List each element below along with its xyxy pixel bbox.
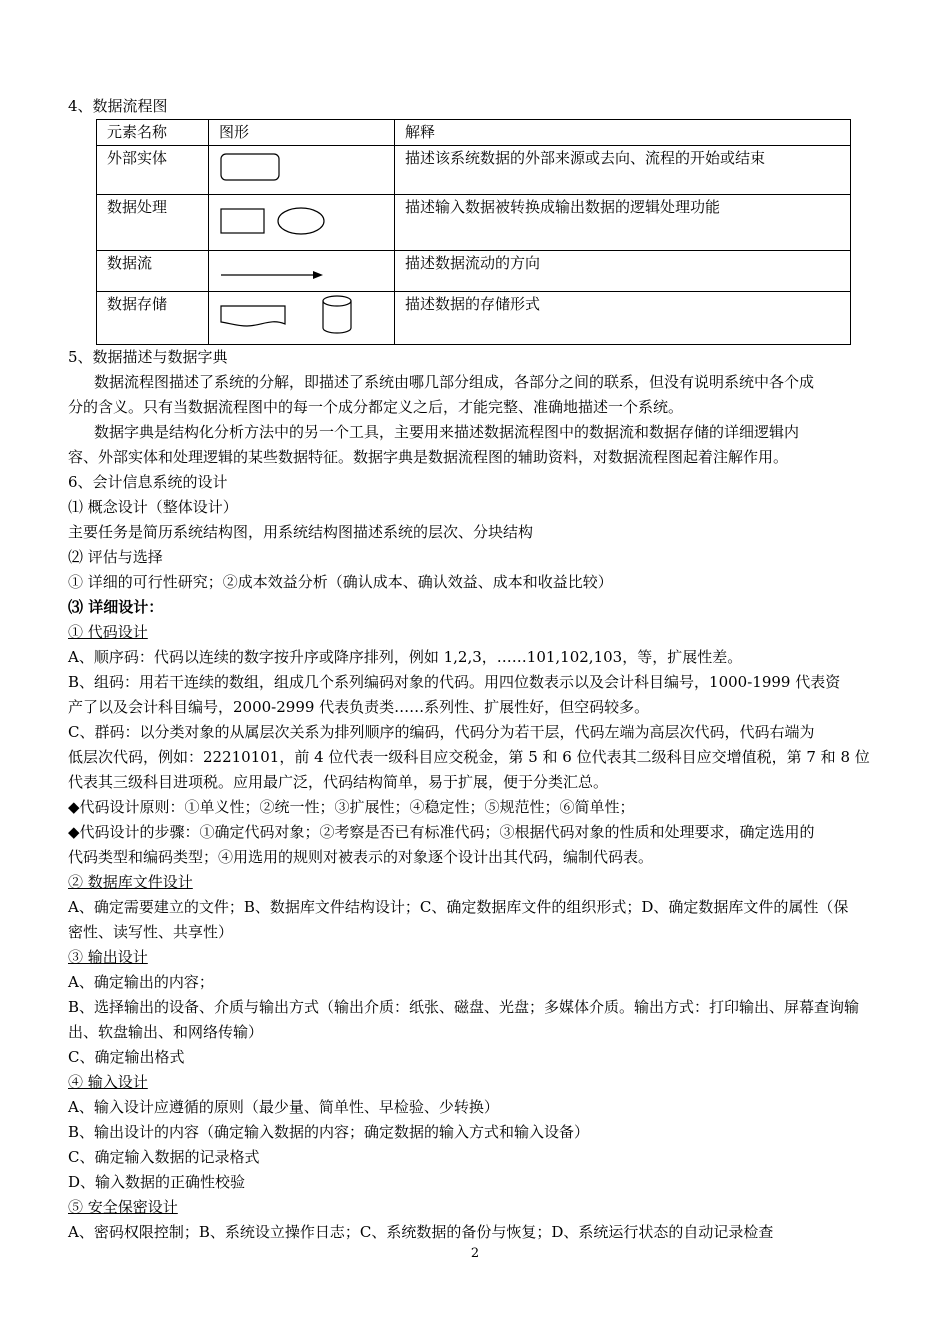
- paragraph-line: 低层次代码，例如：22210101，前 4 位代表一级科目应交税金，第 5 和 6 位代表其二级科目应交增值税，第 7 和 8 位: [68, 748, 870, 766]
- paragraph-line: B、选择输出的设备、介质与输出方式（输出介质：纸张、磁盘、光盘；多媒体介质。输出方式：打印输出、屏幕查询输: [68, 998, 860, 1016]
- element-description: 描述数据流动的方向: [395, 251, 851, 292]
- document-page: [68, 94, 886, 1245]
- paragraph-line: 分的含义。只有当数据流程图中的每一个成分都定义之后，才能完整、准确地描述一个系统。: [68, 398, 684, 416]
- element-description: 描述该系统数据的外部来源或去向、流程的开始或结束: [395, 146, 851, 195]
- paragraph-line: A、顺序码：代码以连续的数字按升序或降序排列，例如 1,2,3，……101,102,103，等，扩展性差。: [68, 648, 743, 666]
- table-header-row: [97, 120, 851, 146]
- security-design-title: ⑤ 安全保密设计: [68, 1198, 178, 1216]
- paragraph-line: ① 详细的可行性研究；②成本效益分析（确认成本、确认效益、成本和收益比较）: [68, 573, 613, 591]
- output-design-title: ③ 输出设计: [68, 948, 148, 966]
- paragraph-line: ◆代码设计的步骤：①确定代码对象；②考察是否已有标准代码；③根据代码对象的性质和处理要求，确定选用的: [68, 823, 815, 841]
- paragraph-line: A、输入设计应遵循的原则（最少量、简单性、早检验、少转换）: [68, 1098, 499, 1116]
- paragraph-line: C、确定输出格式: [68, 1048, 185, 1066]
- dfd-elements-table: [96, 119, 851, 345]
- section-5-title: 5、数据描述与数据字典: [68, 348, 228, 366]
- database-design-title: ② 数据库文件设计: [68, 873, 193, 891]
- paragraph-line: B、输出设计的内容（确定输入数据的内容；确定数据的输入方式和输入设备）: [68, 1123, 590, 1141]
- section-4-title: 4、数据流程图: [68, 97, 168, 115]
- table-row: [97, 146, 851, 195]
- table-header-cell: 图形: [209, 120, 395, 146]
- paragraph-line: C、群码：以分类对象的从属层次关系为排列顺序的编码，代码分为若干层，代码左端为高层次代码，代码右端为: [68, 723, 815, 741]
- element-shape: [209, 251, 395, 292]
- detail-design-title: ⑶ 详细设计：: [68, 598, 164, 616]
- table-row: [97, 251, 851, 292]
- element-name: 数据处理: [97, 195, 209, 251]
- paragraph-line: 密性、读写性、共享性）: [68, 923, 234, 941]
- element-name: 数据流: [97, 251, 209, 292]
- wave-flag-and-cylinder-icon: [209, 292, 395, 340]
- page-number: 2: [470, 1246, 480, 1261]
- element-description: 描述输入数据被转换成输出数据的逻辑处理功能: [395, 195, 851, 251]
- table-header-cell: 解释: [395, 120, 851, 146]
- table-row: [97, 292, 851, 345]
- paragraph-line: A、密码权限控制；B、系统设立操作日志；C、系统数据的备份与恢复；D、系统运行状态的自动记录检查: [68, 1223, 774, 1241]
- element-name: 数据存储: [97, 292, 209, 345]
- paragraph-line: D、输入数据的正确性校验: [68, 1173, 246, 1191]
- paragraph-line: ◆代码设计原则：①单义性；②统一性；③扩展性；④稳定性；⑤规范性；⑥简单性；: [68, 798, 635, 816]
- element-name: 外部实体: [97, 146, 209, 195]
- section-6-title: 6、会计信息系统的设计: [68, 473, 228, 491]
- paragraph-line: 容、外部实体和处理逻辑的某些数据特征。数据字典是数据流程图的辅助资料，对数据流程图起着注解作用。: [68, 448, 789, 466]
- paragraph-line: 出、软盘输出、和网络传输）: [68, 1023, 264, 1041]
- rectangle-and-ellipse-icon: [209, 195, 395, 246]
- concept-design-title: ⑴ 概念设计（整体设计）: [68, 498, 238, 516]
- table-row: [97, 195, 851, 251]
- paragraph-line: A、确定输出的内容；: [68, 973, 214, 991]
- paragraph-line: 主要任务是简历系统结构图，用系统结构图描述系统的层次、分块结构: [68, 523, 534, 541]
- arrow-icon: [209, 251, 395, 287]
- paragraph-line: 代码类型和编码类型；④用选用的规则对被表示的对象逐个设计出其代码，编制代码表。: [68, 848, 654, 866]
- code-design-title: ① 代码设计: [68, 623, 148, 641]
- element-shape: [209, 146, 395, 195]
- table-header-cell: 元素名称: [97, 120, 209, 146]
- input-design-title: ④ 输入设计: [68, 1073, 148, 1091]
- paragraph-line: A、确定需要建立的文件；B、数据库文件结构设计；C、确定数据库文件的组织形式；D、确定数据库文件的属性（保: [68, 898, 849, 916]
- paragraph-line: B、组码：用若干连续的数组，组成几个系列编码对象的代码。用四位数表示以及会计科目编号，1000-1999 代表资: [68, 673, 841, 691]
- element-description: 描述数据的存储形式: [395, 292, 851, 345]
- paragraph-line: 产了以及会计科目编号，2000-2999 代表负责类……系列性、扩展性好，但空码较多。: [68, 698, 650, 716]
- evaluation-title: ⑵ 评估与选择: [68, 548, 163, 566]
- paragraph-line: 数据流程图描述了系统的分解，即描述了系统由哪几部分组成，各部分之间的联系，但没有说明系统中各个成: [94, 373, 815, 391]
- paragraph-line: 代表其三级科目进项税。应用最广泛，代码结构简单，易于扩展，便于分类汇总。: [68, 773, 609, 791]
- element-shape: [209, 292, 395, 345]
- rounded-rectangle-icon: [209, 146, 395, 190]
- element-shape: [209, 195, 395, 251]
- paragraph-line: C、确定输入数据的记录格式: [68, 1148, 260, 1166]
- paragraph-line: 数据字典是结构化分析方法中的另一个工具，主要用来描述数据流程图中的数据流和数据存储的详细逻辑内: [94, 423, 800, 441]
